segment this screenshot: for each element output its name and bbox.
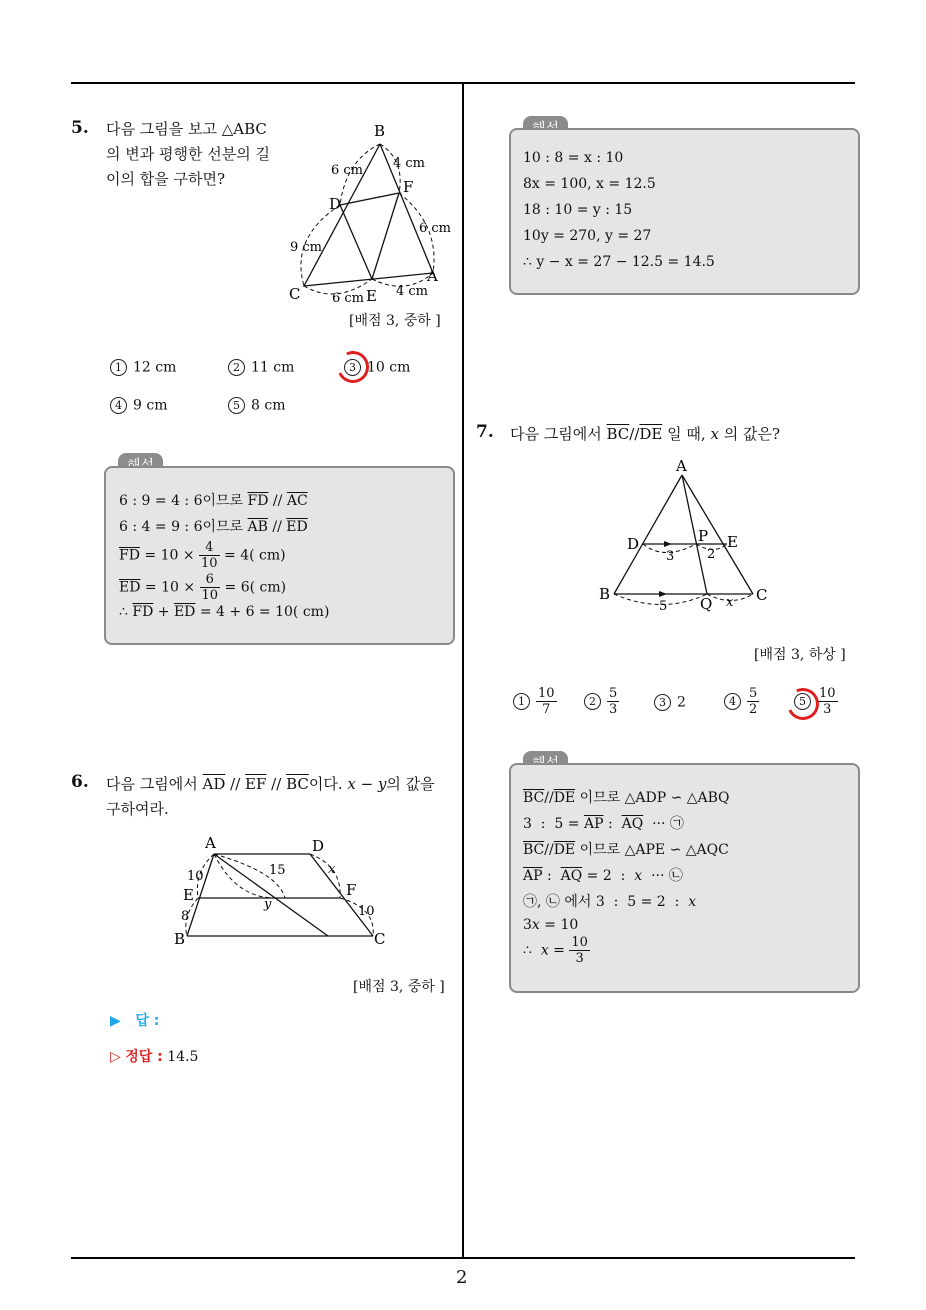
choice-number: 4 <box>724 693 741 710</box>
q6-figure <box>170 832 395 952</box>
sol-line: $\overline{AP}$ : $\overline{AQ} = 2$ : x ··· ㉡ <box>523 868 683 884</box>
label-C: C <box>289 285 301 303</box>
q6-solution-box <box>509 128 860 295</box>
q6-text-line2: 구하여라. <box>106 800 169 818</box>
len-fc: 10 <box>358 904 375 919</box>
choice-number: 1 <box>513 693 530 710</box>
label-P: P <box>698 527 709 545</box>
choice-number: 4 <box>110 397 127 414</box>
label-B: B <box>374 122 386 140</box>
sol-line: $\overline{ED} = 10$ × $\frac{6}{10}$ = 6( cm) <box>119 572 287 603</box>
len-eb: 8 <box>181 909 190 924</box>
sol-line: 10y = 270, y = 27 <box>523 228 652 244</box>
q7-text: 다음 그림에서 $\overline{BC}//\overline{DE}$ 일 때, x 의 값은? <box>510 425 780 443</box>
label-B: B <box>174 930 186 948</box>
q6-number: 6. <box>71 772 89 792</box>
sol-line: 8x = 100, x = 12.5 <box>523 176 656 192</box>
play-outline-icon: ▷ <box>110 1049 121 1065</box>
len-ce: 6 cm <box>332 291 365 306</box>
q5-choice-2[interactable]: 2 11 cm <box>228 359 294 376</box>
len-dc: 9 cm <box>290 240 323 255</box>
q5-solution-box <box>104 466 455 645</box>
bottom-rule <box>71 1257 855 1259</box>
sol-line: ㉠, ㉡ 에서 3 : 5 = 2 : x <box>523 894 697 910</box>
q5-score: [배점 3, 중하 ] <box>349 313 441 329</box>
choice-number: 5 <box>228 397 245 414</box>
q5-choice-4[interactable]: 4 9 cm <box>110 397 167 414</box>
sol-line: $\overline{BC}//\overline{DE}$ 이므로 △ADP ∽ △ABQ <box>523 790 730 806</box>
label-C: C <box>756 586 768 604</box>
q5-selected-mark <box>332 346 373 387</box>
label-F: F <box>346 881 357 899</box>
q7-score: [배점 3, 하상 ] <box>754 647 846 663</box>
sol-line: 18 : 10 = y : 15 <box>523 202 633 218</box>
q6-correct-answer: ▷ 정답 : 14.5 <box>110 1049 199 1065</box>
q7-figure <box>592 455 782 615</box>
label-E: E <box>727 533 738 551</box>
sol-line: 6 : 9 = 4 : 6이므로 $\overline{FD} // \overline{AC}$ <box>119 493 308 509</box>
q7-solution-box <box>509 763 860 993</box>
label-C: C <box>374 930 386 948</box>
sol-line: ∴ x = $\frac{10}{3}$ <box>523 935 588 966</box>
choice-number: 1 <box>110 359 127 376</box>
q7-choice-2[interactable]: 2 $\frac{5}{3}$ <box>584 686 619 717</box>
sol-line: $\overline{FD} = 10$ × $\frac{4}{10}$ = 4( cm) <box>119 540 286 571</box>
q6-text: 다음 그림에서 $\overline{AD} // \overline{EF} // \overline{BC}$이다. x − y의 값을 구하여라. <box>106 772 435 822</box>
label-E: E <box>183 886 194 904</box>
label-B: B <box>599 585 611 603</box>
sol-line: $\overline{BC}//\overline{DE}$ 이므로 △APE ∽ △AQC <box>523 842 729 858</box>
len-bd: 6 cm <box>331 163 364 178</box>
sol-line: ∴ $\overline{FD} + \overline{ED} = 4 + 6 = 10$( cm) <box>119 604 330 620</box>
q5-text-line: 이의 합을 구하면? <box>106 170 226 188</box>
q7-number: 7. <box>476 422 494 442</box>
sol-line: 3 : $5 = \overline{AP}$ : $\overline{AQ}$ ··· ㉠ <box>523 816 684 832</box>
q7-choice-1[interactable]: 1 $\frac{10}{7}$ <box>513 686 557 717</box>
q5-choice-3[interactable]: 3 10 cm <box>344 359 410 376</box>
var-y: y <box>264 897 272 912</box>
len-ea: 4 cm <box>396 284 429 299</box>
sol-line: 3x = 10 <box>523 917 579 933</box>
q7-choice-4[interactable]: 4 $\frac{5}{2}$ <box>724 686 759 717</box>
var-x: x <box>328 862 336 877</box>
choice-number: 2 <box>228 359 245 376</box>
q5-text <box>106 117 270 192</box>
label-E: E <box>366 287 377 305</box>
label-A: A <box>205 834 216 852</box>
len-pe: 2 <box>707 547 716 562</box>
len-ae: 10 <box>187 869 204 884</box>
q5-number: 5. <box>71 118 89 138</box>
q5-figure <box>284 120 454 310</box>
label-F: F <box>403 178 414 196</box>
choice-number: 3 <box>344 359 361 376</box>
q5-choice-5[interactable]: 5 8 cm <box>228 397 285 414</box>
label-D: D <box>312 837 325 855</box>
len-bf: 4 cm <box>393 156 426 171</box>
q5-choice-1[interactable]: 1 12 cm <box>110 359 176 376</box>
label-D: D <box>329 195 342 213</box>
len-diag: 15 <box>269 863 286 878</box>
q6-answer: ▶ 답 : <box>110 1013 160 1029</box>
sol-line: ∴ y − x = 27 − 12.5 = 14.5 <box>523 254 715 270</box>
q7-choice-3[interactable]: 3 2 <box>654 694 686 711</box>
q5-text-line: 의 변과 평행한 선분의 길 <box>106 145 270 163</box>
label-A: A <box>676 457 687 475</box>
choice-number: 2 <box>584 693 601 710</box>
label-D: D <box>627 535 640 553</box>
len-bq: 5 <box>659 599 668 614</box>
label-Q: Q <box>700 595 713 613</box>
len-dp: 3 <box>666 549 675 564</box>
len-fa: 6 cm <box>419 221 452 236</box>
sol-line: 10 : 8 = x : 10 <box>523 150 624 166</box>
sol-line: 6 : 4 = 9 : 6이므로 $\overline{AB} // \overline{ED}$ <box>119 519 308 535</box>
var-x: x <box>726 595 734 610</box>
play-icon: ▶ <box>110 1013 121 1029</box>
q7-choice-5[interactable]: 5 $\frac{10}{3}$ <box>794 686 838 717</box>
page-number: 2 <box>456 1267 468 1288</box>
choice-number: 5 <box>794 693 811 710</box>
label-A: A <box>427 267 438 285</box>
choice-number: 3 <box>654 694 671 711</box>
q5-text-line: 다음 그림을 보고 △ABC <box>106 120 267 138</box>
column-divider <box>462 84 464 1258</box>
q6-score: [배점 3, 중하 ] <box>353 979 445 995</box>
